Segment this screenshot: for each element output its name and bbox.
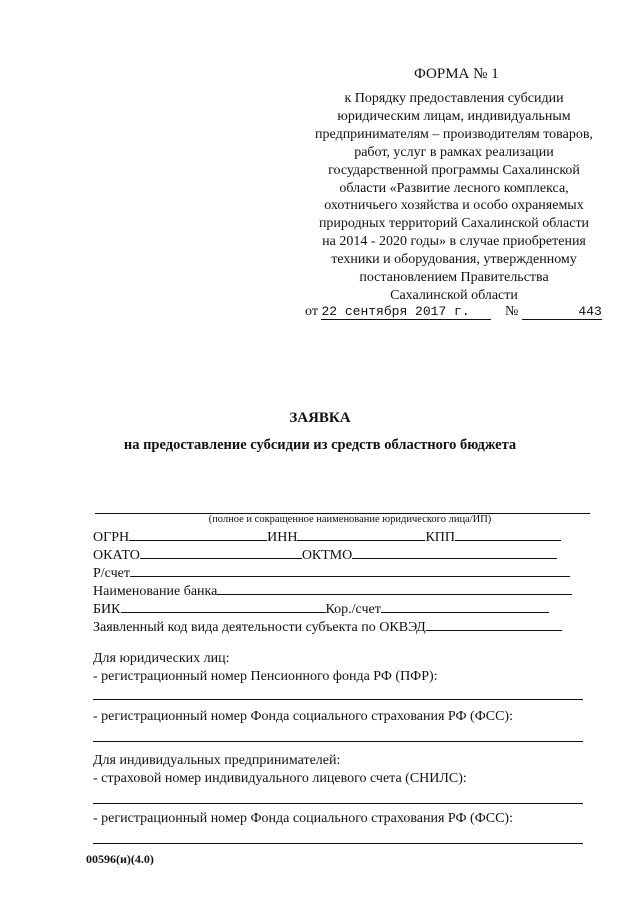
- legal-fss-label: - регистрационный номер Фонда социального страхования РФ (ФСС):: [93, 709, 513, 724]
- inn-field[interactable]: [297, 528, 425, 541]
- ogrn-inn-kpp-row: [93, 528, 561, 547]
- kpp-label: КПП: [425, 530, 456, 545]
- bik-field[interactable]: [121, 600, 326, 613]
- reference-line: предпринимателям – производителям товаров,: [315, 126, 593, 142]
- account-row: [93, 564, 570, 583]
- reference-line: юридическим лицам, индивидуальным: [337, 108, 571, 124]
- bik-label: БИК: [93, 602, 121, 617]
- okved-label: Заявленный код вида деятельности субъекта по ОКВЭД: [93, 620, 426, 635]
- reference-line: охотничьего хозяйства и особо охраняемых: [324, 198, 584, 214]
- reference-line: на 2014 - 2020 годы» в случае приобретения: [322, 234, 586, 250]
- ogrn-label: ОГРН: [93, 530, 130, 545]
- entity-name-caption: (полное и сокращенное наименование юридического лица/ИП): [208, 514, 492, 525]
- document-title: ЗАЯВКА: [289, 410, 351, 426]
- order-number-value: 443: [578, 304, 602, 319]
- snils-field[interactable]: [93, 803, 583, 804]
- okato-label: ОКАТО: [93, 548, 140, 563]
- okato-field[interactable]: [140, 546, 302, 559]
- entrepreneurs-heading: Для индивидуальных предпринимателей:: [93, 753, 341, 768]
- order-date-number: [305, 304, 602, 320]
- pfr-label: - регистрационный номер Пенсионного фонда РФ (ПФР):: [93, 669, 438, 684]
- ip-fss-label: - регистрационный номер Фонда социального страхования РФ (ФСС):: [93, 811, 513, 826]
- account-field[interactable]: [130, 564, 570, 577]
- number-label: №: [504, 304, 519, 319]
- reference-line: к Порядку предоставления субсидии: [344, 91, 564, 106]
- ogrn-field[interactable]: [129, 528, 267, 541]
- corr-account-field[interactable]: [381, 600, 549, 613]
- form-code: 00596(и)(4.0): [86, 852, 154, 866]
- from-label: от: [305, 304, 318, 319]
- reference-line: техники и оборудования, утвержденному: [331, 252, 577, 268]
- okved-field[interactable]: [426, 618, 562, 631]
- inn-label: ИНН: [267, 530, 298, 545]
- corr-account-label: Кор./счет: [325, 602, 381, 617]
- reference-line: постановлением Правительства: [359, 270, 549, 286]
- reference-line: области «Развитие лесного комплекса,: [339, 180, 569, 196]
- oktmo-field[interactable]: [352, 546, 557, 559]
- reference-line: государственной программы Сахалинской: [328, 162, 580, 178]
- okato-oktmo-row: [93, 546, 557, 565]
- reference-line: природных территорий Сахалинской области: [318, 216, 590, 232]
- account-label: Р/счет: [93, 566, 130, 581]
- oktmo-label: ОКТМО: [301, 548, 353, 563]
- snils-label: - страховой номер индивидуального лицевого счета (СНИЛС):: [93, 771, 467, 786]
- order-date: [321, 304, 491, 320]
- bik-corr-row: [93, 600, 549, 619]
- reference-line: Сахалинской области: [390, 287, 518, 303]
- bank-name-field[interactable]: [217, 582, 572, 595]
- legal-entities-heading: Для юридических лиц:: [93, 651, 230, 666]
- document-subtitle: на предоставление субсидии из средств областного бюджета: [123, 437, 517, 453]
- order-number: [522, 304, 602, 320]
- bank-name-row: [93, 582, 572, 601]
- kpp-field[interactable]: [455, 528, 561, 541]
- pfr-field[interactable]: [93, 699, 583, 700]
- okved-row: [93, 618, 562, 637]
- reference-line: работ, услуг в рамках реализации: [354, 144, 554, 160]
- order-date-value: 22 сентября 2017 г.: [321, 304, 470, 319]
- form-number-label: ФОРМА № 1: [414, 66, 499, 82]
- approval-reference-block: [300, 90, 608, 305]
- ip-fss-field[interactable]: [93, 843, 583, 844]
- bank-name-label: Наименование банка: [93, 584, 218, 599]
- legal-fss-field[interactable]: [93, 741, 583, 742]
